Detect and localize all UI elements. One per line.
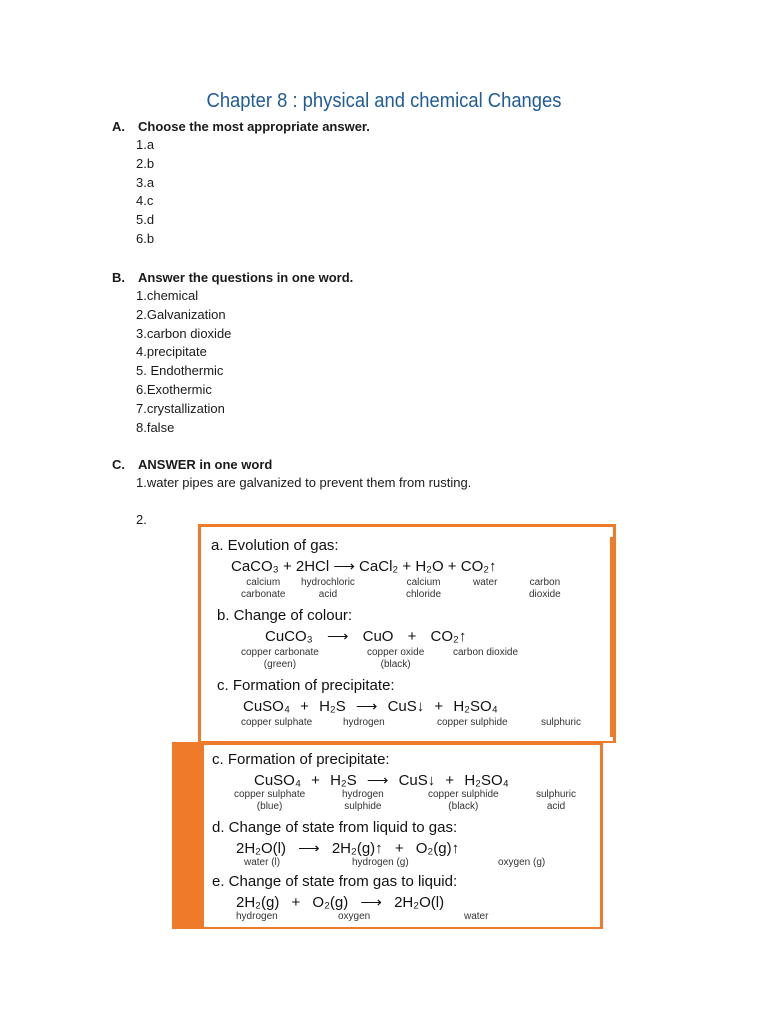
compound-label: hydrogen (g) [352,857,409,868]
compound-label [453,647,518,659]
compound-label [536,789,576,813]
reaction-heading: d. Change of state from liquid to gas: [212,819,458,836]
label-text: hydrogen sulphide [342,789,384,812]
chemical-equation: CuCO₃ ⟶ CuO + CO₂↑ [265,628,467,645]
accent-stripe [172,745,204,927]
list-item: 4.precipitate [136,344,207,360]
answer-list [112,136,672,249]
label-text: calcium carbonate [241,577,286,600]
list-item: 3.a [136,174,155,190]
reaction-heading: c. Formation of precipitate: [217,677,395,694]
label-text: copper sulphate (blue) [234,789,306,812]
list-item: 6.b [136,230,155,246]
compound-label [428,789,499,813]
label-text: carbon dioxide [529,577,561,600]
page-title: Chapter 8 : physical and chemical Changes [206,90,562,112]
chemical-equation: CaCO₃ + 2HCl ⟶ CaCl₂ + H₂O + CO₂↑ [231,558,497,575]
reaction-heading: a. Evolution of gas: [211,537,339,554]
label-text: copper carbonate (green) [241,647,319,670]
label-text: copper oxide (black) [367,647,425,670]
list-item: 5. Endothermic [136,363,224,379]
compound-label: hydrogen [343,717,385,728]
compound-label: copper sulphate [241,717,313,728]
section-heading [112,456,672,474]
compound-label: water [464,911,489,922]
section-title: ANSWER in one word [138,457,273,472]
section-title: Choose the most appropriate answer. [138,119,370,134]
list-item: 2.b [136,155,155,171]
section-letter: C. [112,457,125,472]
label-text: copper sulphide (black) [428,789,499,812]
list-item: 1.chemical [136,288,199,303]
answer-list [112,287,672,437]
reaction-heading: c. Formation of precipitate: [212,751,390,768]
section-title: Answer the questions in one word. [138,270,354,285]
compound-label [241,577,285,601]
list-item: 2.Galvanization [136,306,226,322]
list-item: 8.false [136,419,175,435]
compound-label: oxygen (g) [498,857,546,868]
label-text: carbon dioxide [453,647,519,658]
reaction-figure-top [198,524,616,743]
compound-label: copper sulphide [437,717,508,728]
section-c [112,456,672,493]
label-text: sulphuric acid [536,789,577,812]
chemical-equation: 2H₂O(l) ⟶ 2H₂(g)↑ + O₂(g)↑ [236,840,460,857]
compound-label [529,577,561,601]
section-letter: B. [112,270,125,285]
compound-label [367,647,424,671]
list-item: 1.water pipes are galvanized to prevent them from rusting. [136,475,472,490]
section-a [112,118,672,249]
compound-label: oxygen [338,911,371,922]
compound-label: hydrogen [236,911,278,922]
compound-label: sulphuric [541,717,582,728]
compound-label [473,577,497,589]
question-2-label: 2. [136,512,147,527]
reaction-heading: b. Change of colour: [217,607,353,624]
compound-label: water (l) [244,857,281,868]
list-item: 4.c [136,193,154,209]
compound-label [342,789,384,813]
list-item: 5.d [136,212,155,228]
section-heading [112,269,672,287]
chemical-equation: CuSO₄ + H₂S ⟶ CuS↓ + H₂SO₄ [243,698,498,715]
list-item: 3.carbon dioxide [136,325,232,341]
label-text: calcium chloride [406,577,442,600]
reaction-figure-bottom [172,742,603,929]
list-item: 6.Exothermic [136,381,212,397]
chemical-equation: CuSO₄ + H₂S ⟶ CuS↓ + H₂SO₄ [254,772,509,789]
compound-label [234,789,305,813]
label-text: water [473,577,498,588]
chemical-equation: 2H₂(g) + O₂(g) ⟶ 2H₂O(l) [236,894,445,911]
answer-list [112,474,672,493]
compound-label [241,647,319,671]
reaction-heading: e. Change of state from gas to liquid: [212,873,458,890]
section-heading [112,118,672,136]
section-letter: A. [112,119,125,134]
label-text: hydrochloric acid [301,577,355,600]
list-item: 7.crystallization [136,400,225,416]
compound-label [406,577,441,601]
compound-label [301,577,355,601]
list-item: 1.a [136,137,155,152]
section-b [112,269,672,437]
